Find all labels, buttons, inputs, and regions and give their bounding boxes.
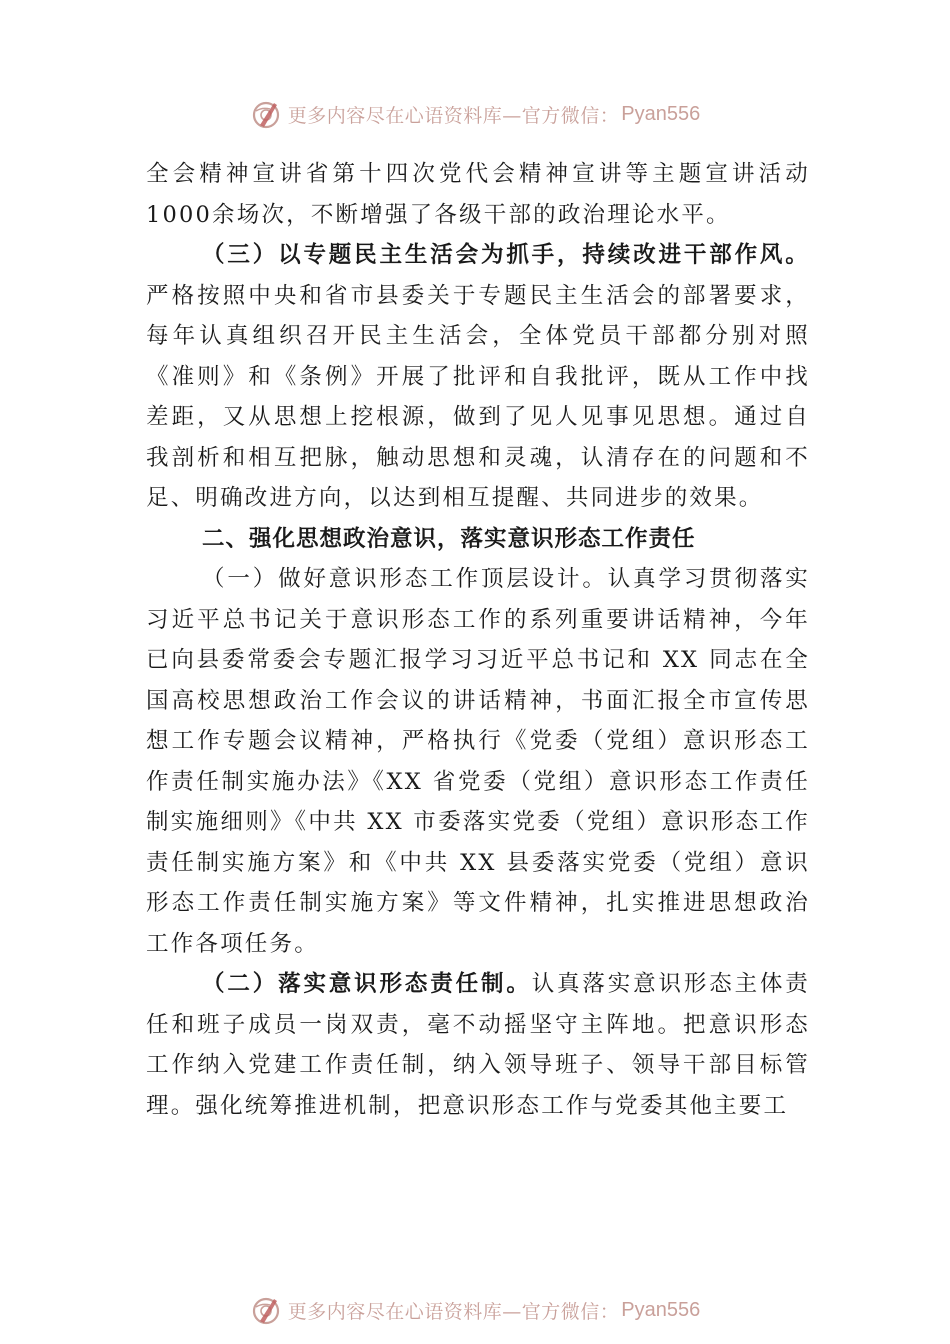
watermark-text: 更多内容尽在心语资料库—官方微信：: [287, 1300, 620, 1323]
paragraph-top-design: [146, 559, 810, 964]
watermark-banner-top: [0, 94, 950, 134]
paragraph-democratic-life: [146, 235, 810, 519]
paragraph-text: 认真学习贯彻落实习近平总书记关于意识形态工作的系列重要讲话精神，今年已向县委常委会专题汇报学习习近平总书记和 XX 同志在全国高校思想政治工作会议的讲话精神，书面汇报全市宣传思想工作专题会议精神，严格执行《党委（党组）意识形态工作责任制实施办法》《XX 省党委（党组）意识形态工作责任制实施细则》《中共 XX 市委落实党委（党组）意识形态工作责任制实施方案》和《中共 XX 县委落实党委（党组）意识形态工作责任制实施方案》等文件精神，扎实推进思想政治工作各项任务。: [146, 566, 811, 957]
subheading-3: （三）以专题民主生活会为抓手，持续改进干部作风。: [202, 242, 810, 268]
document-body: [146, 154, 810, 1126]
logo-icon: [250, 1293, 284, 1327]
subheading-1: （一）做好意识形态工作顶层设计。: [202, 566, 608, 592]
section-heading-2: 二、强化思想政治意识，落实意识形态工作责任: [202, 525, 696, 552]
paragraph-text: 认真落实意识形态主体责任和班子成员一岗双责，毫不动摇坚守主阵地。把意识形态工作纳入党建工作责任制，纳入领导班子、领导干部目标管理。强化统筹推进机制，把意识形态工作与党委其他主要工: [146, 971, 810, 1119]
paragraph-responsibility: [146, 964, 810, 1126]
subheading-2: （二）落实意识形态责任制。: [202, 971, 532, 997]
watermark-wechat-id: Pyan556: [621, 1298, 701, 1321]
watermark-wechat-id: Pyan556: [621, 102, 701, 125]
logo-icon: [250, 97, 284, 131]
paragraph-text: 严格按照中央和省市县委关于专题民主生活会的部署要求， 每年认真组织召开民主生活会，全体党员干部都分别对照《准则》和《条例》开展了批评和自我批评，既从工作中找差距，又从思想上挖根源，做到了见人见事见思想。通过自我剖析和相互把脉，触动思想和灵魂，认清存在的问题和不足、明确改进方向，以达到相互提醒、共同进步的效果。: [146, 282, 810, 511]
watermark-text: 更多内容尽在心语资料库—官方微信：: [287, 104, 620, 127]
watermark-banner-bottom: [0, 1290, 950, 1330]
paragraph-continued: 全会精神宣讲省第十四次党代会精神宣讲等主题宣讲活动1000余场次，不断增强了各级干部的政治理论水平。: [146, 161, 810, 228]
